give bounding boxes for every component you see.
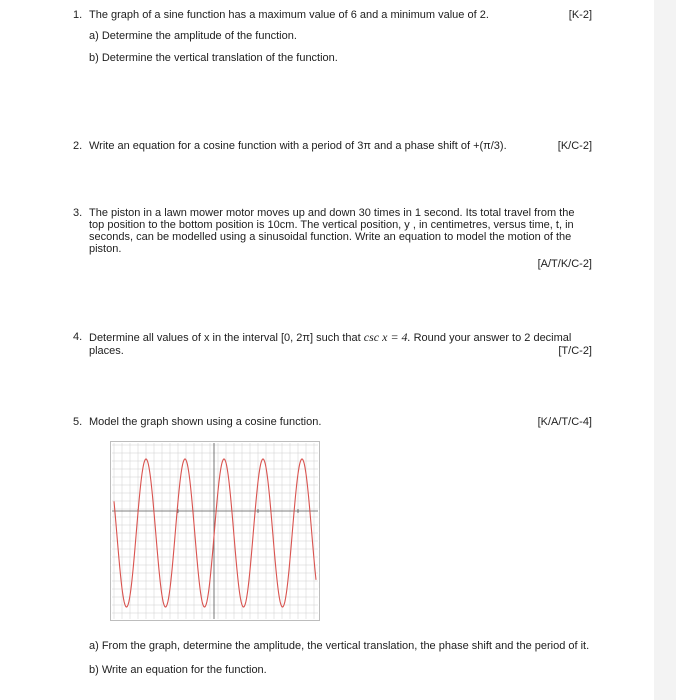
question-text-line-2: top position to the bottom position is 10cm. The vertical position, y , in centimetres, versus time, t, in: [89, 219, 574, 231]
question-number: 5.: [73, 416, 83, 428]
subquestion-b: b) Write an equation for the function.: [89, 664, 267, 676]
question-text-line-2: places.: [89, 345, 124, 357]
question-number: 3.: [73, 207, 83, 219]
question-number: 4.: [73, 331, 83, 343]
marks-label: [A/T/K/C-2]: [537, 258, 592, 270]
question-text-pre: Determine all values of x in the interval [0, 2π] such that: [89, 332, 361, 344]
question-text: Write an equation for a cosine function with a period of 3π and a phase shift of +(π/3).: [89, 140, 507, 152]
question-text-post: Round your answer to 2 decimal: [410, 332, 572, 344]
question-text: The graph of a sine function has a maximum value of 6 and a minimum value of 2.: [89, 9, 489, 21]
marks-label: [T/C-2]: [558, 345, 592, 357]
cosine-graph: [110, 441, 320, 621]
csc-formula: csc x = 4.: [363, 330, 411, 344]
question-text: Model the graph shown using a cosine function.: [89, 416, 322, 428]
question-text-line-4: piston.: [89, 243, 122, 255]
marks-label: [K/A/T/C-4]: [537, 416, 592, 428]
subquestion-a: a) From the graph, determine the amplitude, the vertical translation, the phase shift and the period of it.: [89, 640, 590, 652]
marks-label: [K-2]: [568, 9, 592, 21]
question-text-line-3: seconds, can be modelled using a sinusoidal function. Write an equation to model the motion of the: [89, 231, 572, 243]
subquestion-a: a) Determine the amplitude of the function.: [89, 30, 297, 42]
subquestion-b: b) Determine the vertical translation of the function.: [89, 52, 338, 64]
question-number: 2.: [73, 140, 83, 152]
question-number: 1.: [73, 9, 83, 21]
question-text-line-1: The piston in a lawn mower motor moves up and down 30 times in 1 second. Its total travel from the: [89, 207, 575, 219]
marks-label: [K/C-2]: [557, 140, 592, 152]
graph-frame: [111, 442, 320, 621]
question-text-line-1: [89, 331, 571, 345]
